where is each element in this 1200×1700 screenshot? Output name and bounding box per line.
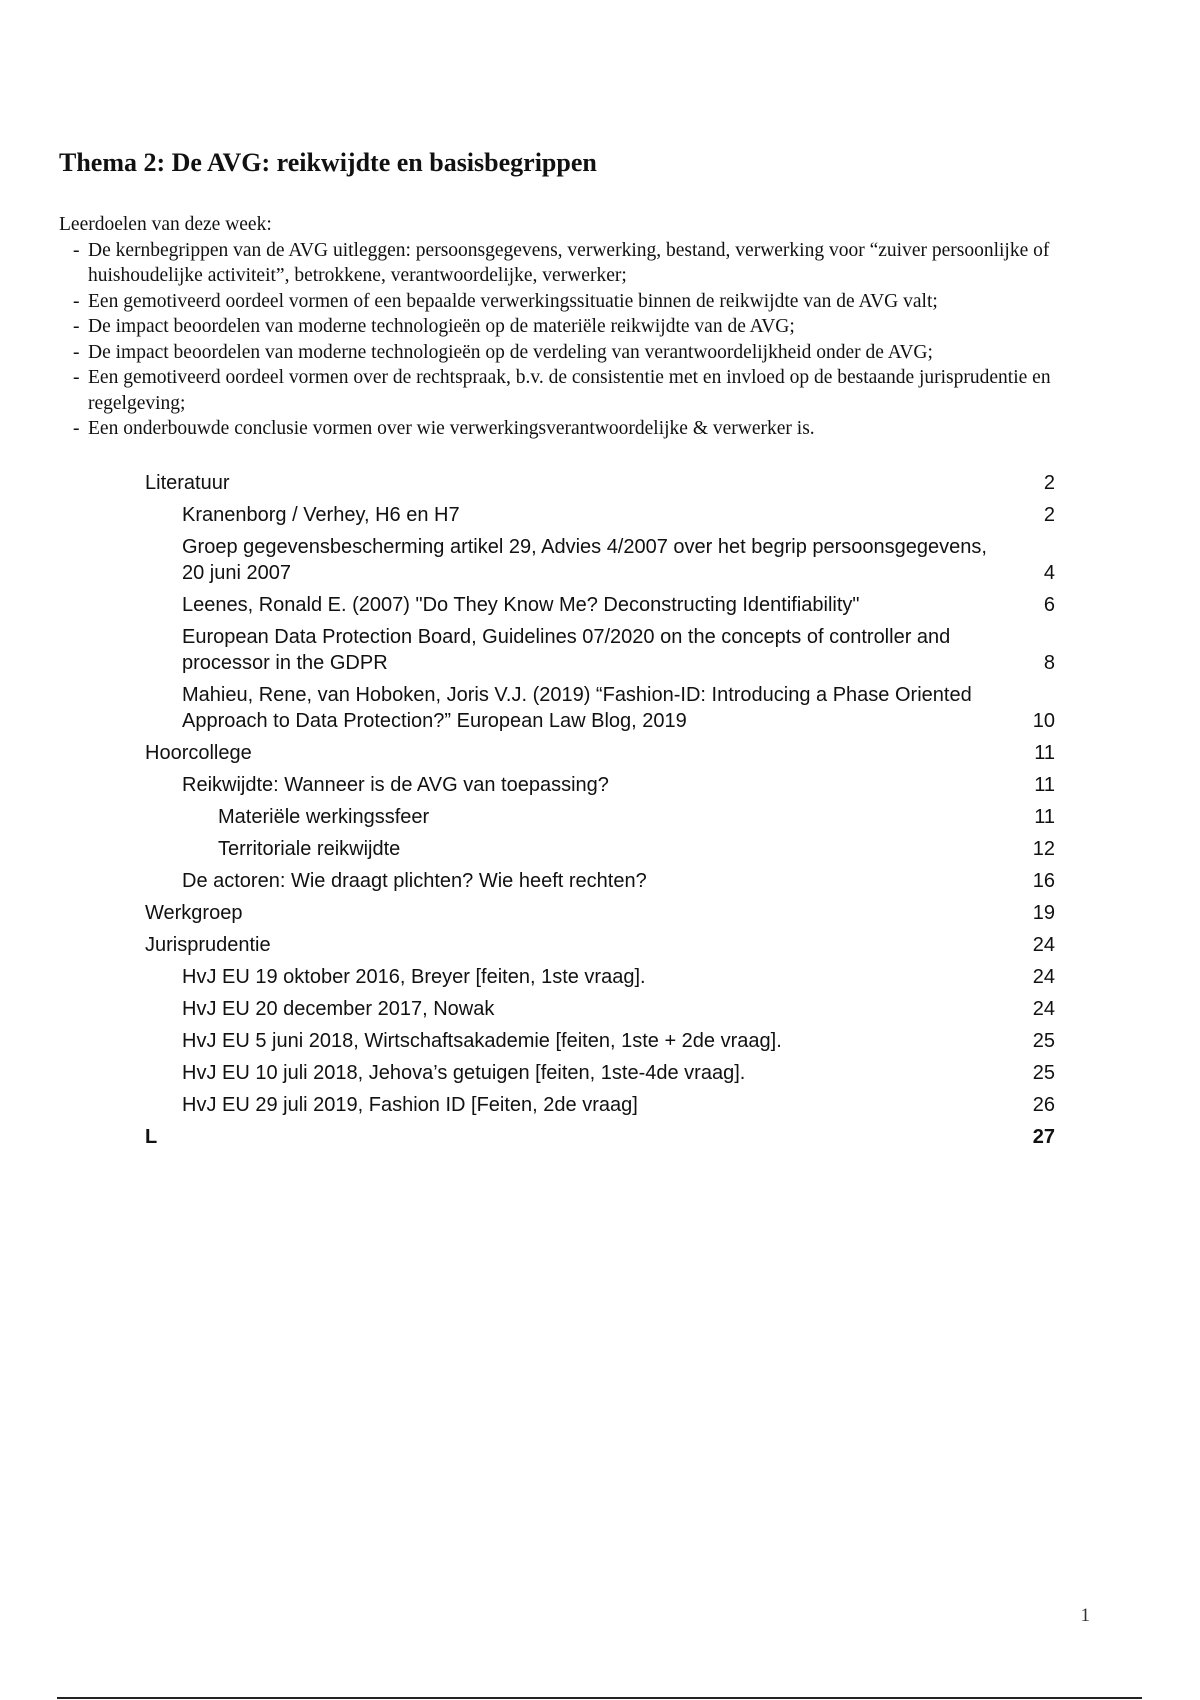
toc-entry-kranenborg[interactable] <box>145 502 1055 528</box>
toc-entry-fashion-id[interactable] <box>145 1092 1055 1118</box>
toc-entry-nowak[interactable] <box>145 996 1055 1022</box>
toc-entry-text: European Data Protection Board, Guidelines 07/2020 on the concepts of controller and processor in the GDPR <box>182 626 951 674</box>
toc-entry-breyer[interactable] <box>145 964 1055 990</box>
toc-entry-jurisprudentie[interactable] <box>145 932 1055 958</box>
toc-entry-text: HvJ EU 20 december 2017, Nowak <box>182 998 495 1020</box>
objective-item: - De kernbegrippen van de AVG uitleggen: persoonsgegevens, verwerking, bestand, verwerking voor “zuiver persoonlijke of huishoudelijke activiteit”, betrokkene, verantwoordelijke, verwerker; <box>73 238 1069 289</box>
learning-objectives <box>59 212 1069 442</box>
toc-entry-text: Literatuur <box>145 472 230 494</box>
toc-entry-page: 19 <box>1032 902 1055 924</box>
objective-item: - Een onderbouwde conclusie vormen over wie verwerkingsverantwoordelijke & verwerker is. <box>73 416 1069 442</box>
toc-entry-page: 10 <box>1032 710 1055 732</box>
toc-entry-page: 8 <box>1043 652 1055 674</box>
toc-entry-materiele-werkingssfeer[interactable] <box>145 804 1055 830</box>
page-title: Thema 2: De AVG: reikwijdte en basisbegrippen <box>59 148 597 177</box>
toc-entry-page: 27 <box>1032 1126 1055 1148</box>
toc-entry-werkgroep[interactable] <box>145 900 1055 926</box>
toc-entry-literatuur[interactable] <box>145 470 1055 496</box>
toc-entry-page: 11 <box>1034 774 1055 796</box>
objective-item: - Een gemotiveerd oordeel vormen of een bepaalde verwerkingssituatie binnen de reikwijdte van de AVG valt; <box>73 289 1069 315</box>
toc-entry-mahieu[interactable] <box>145 682 1055 734</box>
toc-entry-l[interactable] <box>145 1124 1055 1150</box>
toc-entry-jehovas-getuigen[interactable] <box>145 1060 1055 1086</box>
toc-entry-text: HvJ EU 19 oktober 2016, Breyer [feiten, 1ste vraag]. <box>182 966 646 988</box>
toc-entry-text: Jurisprudentie <box>145 934 271 956</box>
toc-entry-page: 4 <box>1043 562 1055 584</box>
toc-entry-page: 24 <box>1032 934 1055 956</box>
toc-entry-text: Kranenborg / Verhey, H6 en H7 <box>182 504 460 526</box>
toc-entry-page: 12 <box>1032 838 1055 860</box>
toc-entry-text: De actoren: Wie draagt plichten? Wie heeft rechten? <box>182 870 647 892</box>
toc-entry-text: Hoorcollege <box>145 742 252 764</box>
toc-entry-reikwijdte[interactable] <box>145 772 1055 798</box>
toc-entry-page: 26 <box>1032 1094 1055 1116</box>
toc-entry-hoorcollege[interactable] <box>145 740 1055 766</box>
toc-entry-actoren[interactable] <box>145 868 1055 894</box>
toc-entry-text: Materiële werkingssfeer <box>218 806 430 828</box>
toc-entry-page: 2 <box>1043 472 1055 494</box>
toc-entry-text: Groep gegevensbescherming artikel 29, Advies 4/2007 over het begrip persoonsgegevens, 20 juni 2007 <box>182 536 987 584</box>
objective-item: - Een gemotiveerd oordeel vormen over de rechtspraak, b.v. de consistentie met en invloed op de bestaande jurisprudentie en regelgeving; <box>73 365 1069 416</box>
table-of-contents <box>145 470 1055 1156</box>
toc-entry-page: 25 <box>1032 1062 1055 1084</box>
toc-entry-text: Leenes, Ronald E. (2007) "Do They Know Me? Deconstructing Identifiability" <box>182 594 860 616</box>
toc-entry-groep-artikel-29[interactable] <box>145 534 1055 586</box>
objectives-list <box>59 238 1069 442</box>
toc-entry-wirtschaftsakademie[interactable] <box>145 1028 1055 1054</box>
toc-entry-page: 24 <box>1032 998 1055 1020</box>
toc-entry-text: HvJ EU 10 juli 2018, Jehova’s getuigen [feiten, 1ste-4de vraag]. <box>182 1062 746 1084</box>
toc-entry-text: HvJ EU 29 juli 2019, Fashion ID [Feiten, 2de vraag] <box>182 1094 638 1116</box>
toc-entry-text: L <box>145 1126 158 1148</box>
toc-entry-page: 24 <box>1032 966 1055 988</box>
toc-entry-text: Mahieu, Rene, van Hoboken, Joris V.J. (2019) “Fashion-ID: Introducing a Phase Oriented Approach to Data Protection?” European Law Blog, 2019 <box>182 684 972 732</box>
toc-entry-page: 25 <box>1032 1030 1055 1052</box>
toc-entry-territoriale-reikwijdte[interactable] <box>145 836 1055 862</box>
toc-entry-edpb-guidelines[interactable] <box>145 624 1055 676</box>
toc-entry-text: Reikwijdte: Wanneer is de AVG van toepassing? <box>182 774 609 796</box>
objective-item: - De impact beoordelen van moderne technologieën op de verdeling van verantwoordelijkheid onder de AVG; <box>73 340 1069 366</box>
toc-entry-text: Territoriale reikwijdte <box>218 838 401 860</box>
toc-entry-leenes[interactable] <box>145 592 1055 618</box>
toc-entry-text: Werkgroep <box>145 902 243 924</box>
toc-entry-page: 11 <box>1034 742 1055 764</box>
toc-entry-text: HvJ EU 5 juni 2018, Wirtschaftsakademie [feiten, 1ste + 2de vraag]. <box>182 1030 782 1052</box>
toc-entry-page: 16 <box>1032 870 1055 892</box>
toc-entry-page: 6 <box>1043 594 1055 616</box>
toc-entry-page: 2 <box>1043 504 1055 526</box>
objectives-intro: Leerdoelen van deze week: <box>59 214 272 235</box>
objective-item: - De impact beoordelen van moderne technologieën op de materiële reikwijdte van de AVG; <box>73 314 1069 340</box>
page-number: 1 <box>1080 1605 1090 1626</box>
toc-entry-page: 11 <box>1034 806 1055 828</box>
footer-divider <box>57 1697 1142 1699</box>
